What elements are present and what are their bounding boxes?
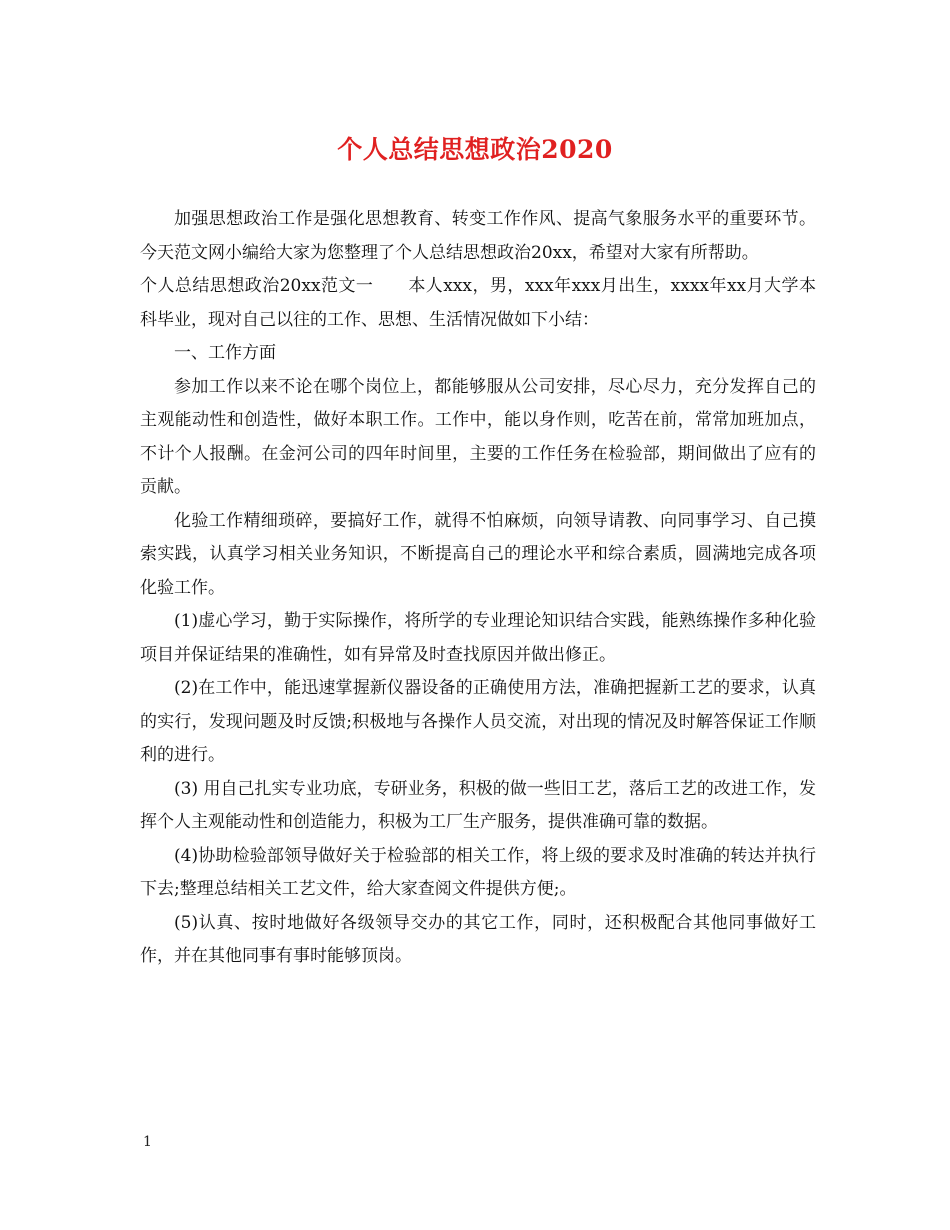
page-number: 1 [143,1134,152,1150]
list-item-2: (2)在工作中，能迅速掌握新仪器设备的正确使用方法，准确把握新工艺的要求，认真的实行，发现问题及时反馈;积极地与各操作人员交流，对出现的情况及时解答保证工作顺利的进行。 [140,678,816,765]
list-item-5: (5)认真、按时地做好各级领导交办的其它工作，同时，还积极配合其他同事做好工作，并在其他同事有事时能够顶岗。 [140,912,816,966]
paragraph-intro: 加强思想政治工作是强化思想教育、转变工作作风、提高气象服务水平的重要环节。今天范文网小编给大家为您整理了个人总结思想政治20xx，希望对大家有所帮助。 [140,209,816,263]
document-body [140,203,816,974]
document-title: 个人总结思想政治2020 [337,135,613,164]
paragraph-sample-heading: 个人总结思想政治20xx范文一 本人xxx，男，xxx年xxx月出生，xxxx年xx月大学本科毕业，现对自己以往的工作、思想、生活情况做如下小结： [140,276,816,330]
list-item-3: (3) 用自己扎实专业功底，专研业务，积极的做一些旧工艺，落后工艺的改进工作，发挥个人主观能动性和创造能力，积极为工厂生产服务，提供准确可靠的数据。 [140,778,816,832]
section-heading-work: 一、工作方面 [174,343,276,363]
list-item-4: (4)协助检验部领导做好关于检验部的相关工作，将上级的要求及时准确的转达并执行下去;整理总结相关工艺文件，给大家查阅文件提供方便;。 [140,845,816,899]
paragraph-work-overview: 参加工作以来不论在哪个岗位上，都能够服从公司安排，尽心尽力，充分发挥自己的主观能动性和创造性，做好本职工作。工作中，能以身作则，吃苦在前，常常加班加点，不计个人报酬。在金河公司的四年时间里，主要的工作任务在检验部，期间做出了应有的贡献。 [140,376,816,497]
paragraph-lab-work: 化验工作精细琐碎，要搞好工作，就得不怕麻烦，向领导请教、向同事学习、自己摸索实践，认真学习相关业务知识，不断提高自己的理论水平和综合素质，圆满地完成各项化验工作。 [140,510,816,598]
list-item-1: (1)虚心学习，勤于实际操作，将所学的专业理论知识结合实践，能熟练操作多种化验项目并保证结果的准确性，如有异常及时查找原因并做出修正。 [140,611,816,665]
